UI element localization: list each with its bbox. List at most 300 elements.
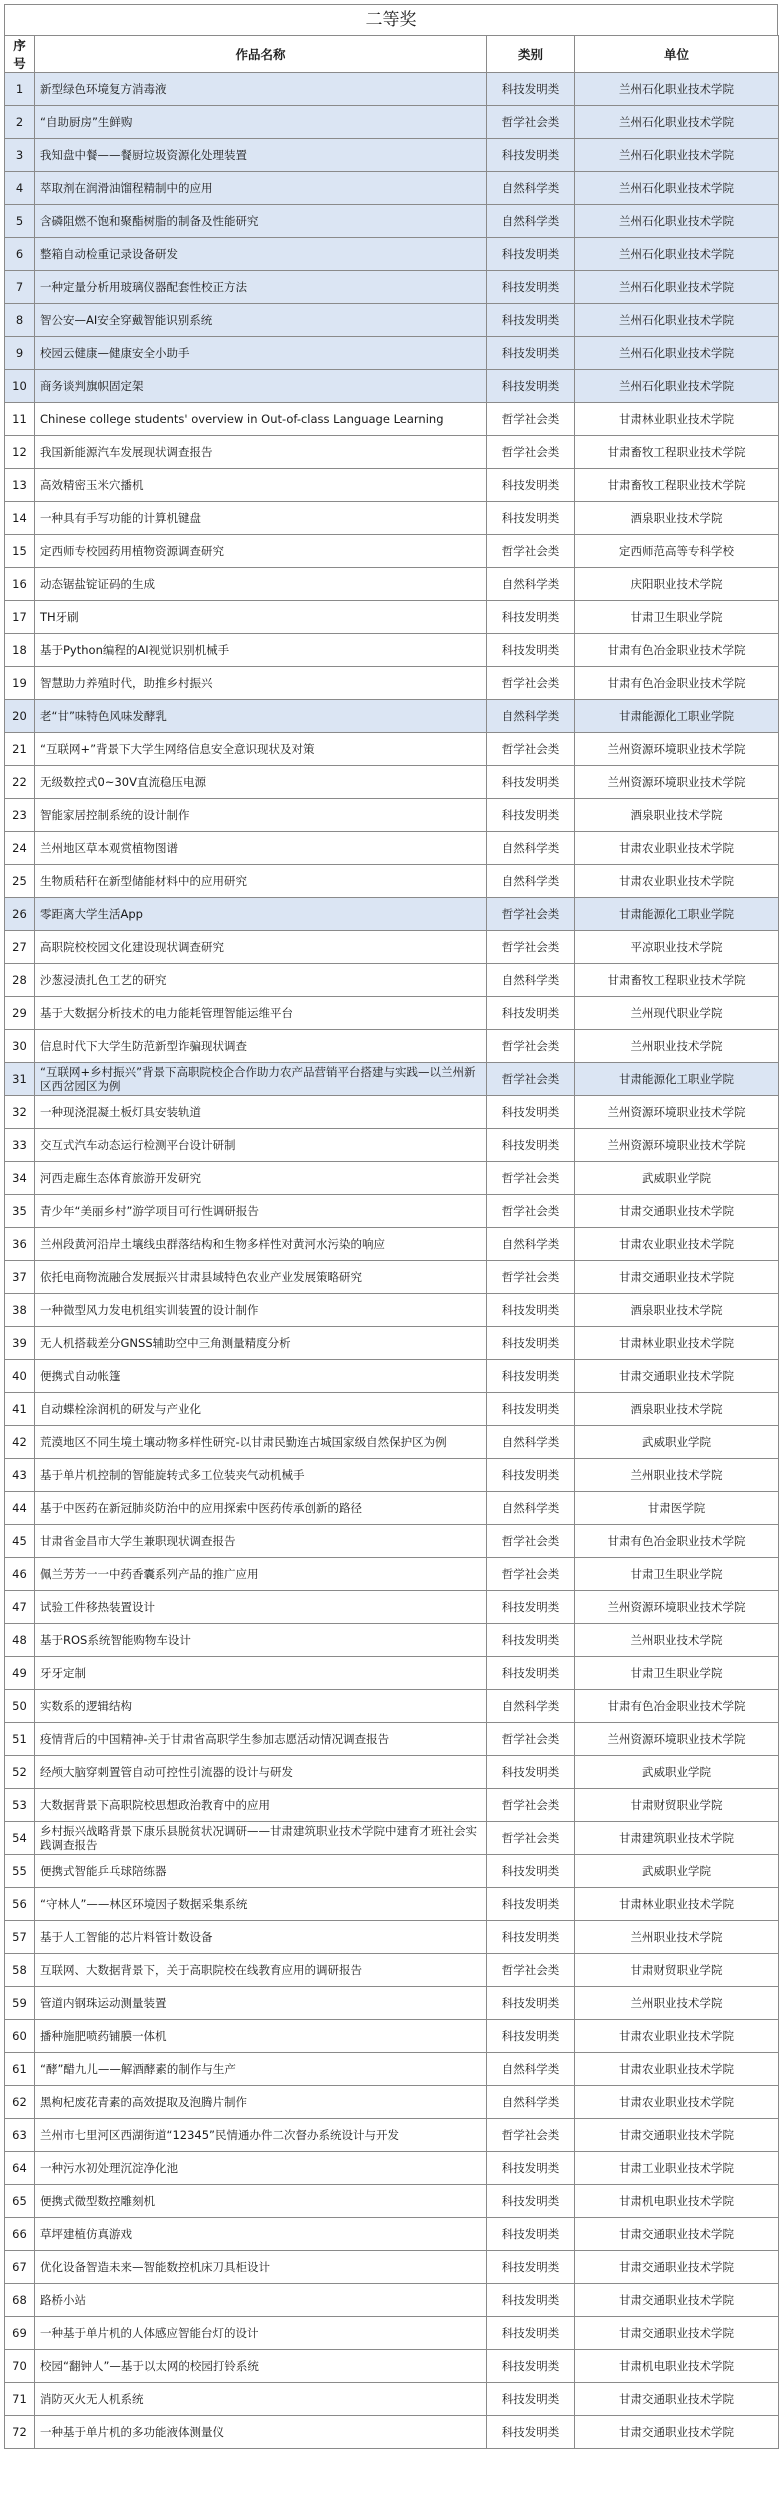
work-name-cell: 沙葱浸渍扎色工艺的研究 — [35, 964, 487, 997]
table-row — [5, 766, 779, 799]
category-cell: 自然科学类 — [487, 205, 575, 238]
table-row — [5, 2020, 779, 2053]
row-number-cell: 65 — [5, 2185, 35, 2218]
table-row — [5, 469, 779, 502]
category-cell: 哲学社会类 — [487, 931, 575, 964]
table-row — [5, 2383, 779, 2416]
table-row — [5, 1063, 779, 1096]
unit-cell: 甘肃畜牧工程职业技术学院 — [575, 469, 779, 502]
category-cell: 科技发明类 — [487, 469, 575, 502]
row-number-cell: 17 — [5, 601, 35, 634]
table-row — [5, 1030, 779, 1063]
table-row — [5, 1690, 779, 1723]
category-cell: 科技发明类 — [487, 139, 575, 172]
table-row — [5, 1360, 779, 1393]
table-row — [5, 1228, 779, 1261]
work-name-cell: 基于人工智能的芯片料管计数设备 — [35, 1921, 487, 1954]
category-cell: 科技发明类 — [487, 799, 575, 832]
unit-cell: 兰州石化职业技术学院 — [575, 304, 779, 337]
work-name-cell: 基于中医药在新冠肺炎防治中的应用探索中医药传承创新的路径 — [35, 1492, 487, 1525]
sheet-title: 二等奖 — [4, 4, 778, 35]
row-number-cell: 9 — [5, 337, 35, 370]
row-number-cell: 26 — [5, 898, 35, 931]
row-number-cell: 69 — [5, 2317, 35, 2350]
table-row — [5, 700, 779, 733]
work-name-cell: 一种基于单片机的人体感应智能台灯的设计 — [35, 2317, 487, 2350]
row-number-cell: 44 — [5, 1492, 35, 1525]
row-number-cell: 50 — [5, 1690, 35, 1723]
work-name-cell: 草坪建植仿真游戏 — [35, 2218, 487, 2251]
category-cell: 科技发明类 — [487, 1360, 575, 1393]
category-cell: 科技发明类 — [487, 238, 575, 271]
category-cell: 科技发明类 — [487, 997, 575, 1030]
unit-cell: 甘肃农业职业技术学院 — [575, 2053, 779, 2086]
table-row — [5, 1855, 779, 1888]
work-name-cell: 河西走廊生态体育旅游开发研究 — [35, 1162, 487, 1195]
table-row — [5, 370, 779, 403]
work-name-cell: 便携式自动帐篷 — [35, 1360, 487, 1393]
table-row — [5, 337, 779, 370]
work-name-cell: “酵”醋九儿——解酒酵素的制作与生产 — [35, 2053, 487, 2086]
category-cell: 哲学社会类 — [487, 1195, 575, 1228]
work-name-cell: 我国新能源汽车发展现状调查报告 — [35, 436, 487, 469]
category-cell: 哲学社会类 — [487, 436, 575, 469]
row-number-cell: 66 — [5, 2218, 35, 2251]
work-name-cell: 兰州地区草本观赏植物图谱 — [35, 832, 487, 865]
category-cell: 科技发明类 — [487, 2218, 575, 2251]
row-number-cell: 14 — [5, 502, 35, 535]
table-row — [5, 172, 779, 205]
category-cell: 自然科学类 — [487, 172, 575, 205]
row-number-cell: 46 — [5, 1558, 35, 1591]
work-name-cell: 新型绿色环境复方消毒液 — [35, 73, 487, 106]
category-cell: 科技发明类 — [487, 337, 575, 370]
category-cell: 哲学社会类 — [487, 1954, 575, 1987]
category-cell: 哲学社会类 — [487, 106, 575, 139]
table-row — [5, 733, 779, 766]
category-cell: 科技发明类 — [487, 2251, 575, 2284]
work-name-cell: 优化设备智造未来—智能数控机床刀具柜设计 — [35, 2251, 487, 2284]
unit-cell: 兰州职业技术学院 — [575, 1624, 779, 1657]
work-name-cell: 经颅大脑穿刺置管自动可控性引流器的设计与研发 — [35, 1756, 487, 1789]
table-row — [5, 1426, 779, 1459]
work-name-cell: Chinese college students' overview in Out-of-class Language Learning — [35, 403, 487, 436]
unit-cell: 兰州石化职业技术学院 — [575, 238, 779, 271]
row-number-cell: 11 — [5, 403, 35, 436]
row-number-cell: 3 — [5, 139, 35, 172]
table-row — [5, 1195, 779, 1228]
work-name-cell: 青少年“美丽乡村”游学项目可行性调研报告 — [35, 1195, 487, 1228]
row-number-cell: 62 — [5, 2086, 35, 2119]
table-row — [5, 1657, 779, 1690]
category-cell: 科技发明类 — [487, 766, 575, 799]
category-cell: 科技发明类 — [487, 2416, 575, 2449]
table-row — [5, 1723, 779, 1756]
category-cell: 哲学社会类 — [487, 1558, 575, 1591]
work-name-cell: 零距离大学生活App — [35, 898, 487, 931]
unit-cell: 兰州职业技术学院 — [575, 1921, 779, 1954]
work-name-cell: 交互式汽车动态运行检测平台设计研制 — [35, 1129, 487, 1162]
work-name-cell: 智能家居控制系统的设计制作 — [35, 799, 487, 832]
unit-cell: 兰州职业技术学院 — [575, 1030, 779, 1063]
category-cell: 哲学社会类 — [487, 1822, 575, 1855]
work-name-cell: 智公安—AI安全穿戴智能识别系统 — [35, 304, 487, 337]
row-number-cell: 58 — [5, 1954, 35, 1987]
row-number-cell: 16 — [5, 568, 35, 601]
table-row — [5, 2218, 779, 2251]
unit-cell: 甘肃有色冶金职业技术学院 — [575, 667, 779, 700]
work-name-cell: 自动蝶栓涂润机的研发与产业化 — [35, 1393, 487, 1426]
unit-cell: 甘肃交通职业技术学院 — [575, 2119, 779, 2152]
work-name-cell: 试验工件移热装置设计 — [35, 1591, 487, 1624]
work-name-cell: 甘肃省金昌市大学生兼职现状调查报告 — [35, 1525, 487, 1558]
work-name-cell: 牙牙定制 — [35, 1657, 487, 1690]
work-name-cell: 疫情背后的中国精神-关于甘肃省高职学生参加志愿活动情况调查报告 — [35, 1723, 487, 1756]
table-row — [5, 667, 779, 700]
table-row — [5, 304, 779, 337]
table-row — [5, 2251, 779, 2284]
category-cell: 自然科学类 — [487, 2086, 575, 2119]
unit-cell: 酒泉职业技术学院 — [575, 1294, 779, 1327]
category-cell: 科技发明类 — [487, 370, 575, 403]
row-number-cell: 61 — [5, 2053, 35, 2086]
unit-cell: 甘肃建筑职业技术学院 — [575, 1822, 779, 1855]
category-cell: 科技发明类 — [487, 1129, 575, 1162]
category-cell: 科技发明类 — [487, 271, 575, 304]
row-number-cell: 6 — [5, 238, 35, 271]
work-name-cell: 消防灭火无人机系统 — [35, 2383, 487, 2416]
table-row — [5, 1459, 779, 1492]
unit-cell: 武威职业学院 — [575, 1855, 779, 1888]
work-name-cell: 含磷阻燃不饱和聚酯树脂的制备及性能研究 — [35, 205, 487, 238]
unit-cell: 兰州石化职业技术学院 — [575, 271, 779, 304]
row-number-cell: 24 — [5, 832, 35, 865]
work-name-cell: 一种具有手写功能的计算机键盘 — [35, 502, 487, 535]
work-name-cell: 佩兰芳芳一一中药香囊系列产品的推广应用 — [35, 1558, 487, 1591]
table-row — [5, 1294, 779, 1327]
category-cell: 科技发明类 — [487, 1987, 575, 2020]
table-row — [5, 1921, 779, 1954]
table-row — [5, 1756, 779, 1789]
unit-cell: 兰州职业技术学院 — [575, 1987, 779, 2020]
category-cell: 哲学社会类 — [487, 1789, 575, 1822]
unit-cell: 甘肃林业职业技术学院 — [575, 403, 779, 436]
table-row — [5, 1327, 779, 1360]
unit-cell: 甘肃工业职业技术学院 — [575, 2152, 779, 2185]
table-row — [5, 436, 779, 469]
category-cell: 哲学社会类 — [487, 1525, 575, 1558]
row-number-cell: 2 — [5, 106, 35, 139]
table-row — [5, 931, 779, 964]
unit-cell: 兰州石化职业技术学院 — [575, 370, 779, 403]
unit-cell: 兰州石化职业技术学院 — [575, 106, 779, 139]
work-name-cell: 兰州段黄河沿岸土壤线虫群落结构和生物多样性对黄河水污染的响应 — [35, 1228, 487, 1261]
work-name-cell: 信息时代下大学生防范新型诈骗现状调查 — [35, 1030, 487, 1063]
category-cell: 哲学社会类 — [487, 403, 575, 436]
work-name-cell: TH牙刷 — [35, 601, 487, 634]
table-row — [5, 1525, 779, 1558]
row-number-cell: 1 — [5, 73, 35, 106]
category-cell: 哲学社会类 — [487, 1030, 575, 1063]
unit-cell: 甘肃畜牧工程职业技术学院 — [575, 436, 779, 469]
unit-cell: 甘肃畜牧工程职业技术学院 — [575, 964, 779, 997]
unit-cell: 酒泉职业技术学院 — [575, 1393, 779, 1426]
category-cell: 科技发明类 — [487, 2284, 575, 2317]
unit-cell: 甘肃交通职业技术学院 — [575, 2416, 779, 2449]
table-row — [5, 634, 779, 667]
work-name-cell: 一种定量分析用玻璃仪器配套性校正方法 — [35, 271, 487, 304]
work-name-cell: 乡村振兴战略背景下康乐县脱贫状况调研——甘肃建筑职业技术学院中建育才班社会实践调查报告 — [35, 1822, 487, 1855]
unit-cell: 兰州资源环境职业技术学院 — [575, 766, 779, 799]
work-name-cell: 黑枸杞废花青素的高效提取及泡腾片制作 — [35, 2086, 487, 2119]
unit-cell: 兰州现代职业学院 — [575, 997, 779, 1030]
row-number-cell: 53 — [5, 1789, 35, 1822]
category-cell: 哲学社会类 — [487, 2119, 575, 2152]
category-cell: 科技发明类 — [487, 1393, 575, 1426]
row-number-cell: 35 — [5, 1195, 35, 1228]
category-cell: 自然科学类 — [487, 568, 575, 601]
table-row — [5, 502, 779, 535]
work-name-cell: 无人机搭载差分GNSS辅助空中三角测量精度分析 — [35, 1327, 487, 1360]
unit-cell: 甘肃财贸职业学院 — [575, 1954, 779, 1987]
table-row — [5, 1261, 779, 1294]
work-name-cell: “自助厨房”生鲜购 — [35, 106, 487, 139]
row-number-cell: 23 — [5, 799, 35, 832]
category-cell: 科技发明类 — [487, 2020, 575, 2053]
category-cell: 自然科学类 — [487, 2053, 575, 2086]
table-row — [5, 73, 779, 106]
table-row — [5, 799, 779, 832]
row-number-cell: 20 — [5, 700, 35, 733]
row-number-cell: 72 — [5, 2416, 35, 2449]
table-row — [5, 1591, 779, 1624]
table-row — [5, 2152, 779, 2185]
unit-cell: 武威职业学院 — [575, 1756, 779, 1789]
row-number-cell: 34 — [5, 1162, 35, 1195]
unit-cell: 甘肃交通职业技术学院 — [575, 2383, 779, 2416]
header-name: 作品名称 — [35, 36, 487, 73]
unit-cell: 兰州石化职业技术学院 — [575, 205, 779, 238]
category-cell: 科技发明类 — [487, 1459, 575, 1492]
work-name-cell: 荒漠地区不同生境土壤动物多样性研究-以甘肃民勤连古城国家级自然保护区为例 — [35, 1426, 487, 1459]
work-name-cell: 基于大数据分析技术的电力能耗管理智能运维平台 — [35, 997, 487, 1030]
row-number-cell: 51 — [5, 1723, 35, 1756]
unit-cell: 甘肃交通职业技术学院 — [575, 1360, 779, 1393]
category-cell: 自然科学类 — [487, 1426, 575, 1459]
category-cell: 自然科学类 — [487, 1690, 575, 1723]
table-row — [5, 2086, 779, 2119]
unit-cell: 平凉职业技术学院 — [575, 931, 779, 964]
work-name-cell: 大数据背景下高职院校思想政治教育中的应用 — [35, 1789, 487, 1822]
table-row — [5, 832, 779, 865]
header-no: 序号 — [5, 36, 35, 73]
unit-cell: 甘肃农业职业技术学院 — [575, 865, 779, 898]
table-row — [5, 568, 779, 601]
unit-cell: 兰州石化职业技术学院 — [575, 73, 779, 106]
category-cell: 科技发明类 — [487, 502, 575, 535]
work-name-cell: “守林人”——林区环境因子数据采集系统 — [35, 1888, 487, 1921]
table-row — [5, 2119, 779, 2152]
category-cell: 科技发明类 — [487, 2317, 575, 2350]
unit-cell: 兰州资源环境职业技术学院 — [575, 1129, 779, 1162]
category-cell: 科技发明类 — [487, 2350, 575, 2383]
category-cell: 哲学社会类 — [487, 1162, 575, 1195]
category-cell: 科技发明类 — [487, 1921, 575, 1954]
unit-cell: 甘肃机电职业技术学院 — [575, 2185, 779, 2218]
unit-cell: 甘肃卫生职业学院 — [575, 601, 779, 634]
unit-cell: 兰州石化职业技术学院 — [575, 172, 779, 205]
award-sheet — [4, 4, 778, 2449]
category-cell: 哲学社会类 — [487, 1723, 575, 1756]
row-number-cell: 40 — [5, 1360, 35, 1393]
work-name-cell: “互联网+”背景下大学生网络信息安全意识现状及对策 — [35, 733, 487, 766]
work-name-cell: 一种基于单片机的多功能液体测量仪 — [35, 2416, 487, 2449]
unit-cell: 甘肃林业职业技术学院 — [575, 1327, 779, 1360]
row-number-cell: 30 — [5, 1030, 35, 1063]
category-cell: 科技发明类 — [487, 304, 575, 337]
work-name-cell: 依托电商物流融合发展振兴甘肃县域特色农业产业发展策略研究 — [35, 1261, 487, 1294]
category-cell: 科技发明类 — [487, 1657, 575, 1690]
category-cell: 科技发明类 — [487, 634, 575, 667]
unit-cell: 甘肃交通职业技术学院 — [575, 2218, 779, 2251]
unit-cell: 甘肃有色冶金职业技术学院 — [575, 1690, 779, 1723]
work-name-cell: 路桥小站 — [35, 2284, 487, 2317]
category-cell: 科技发明类 — [487, 1888, 575, 1921]
row-number-cell: 41 — [5, 1393, 35, 1426]
award-table — [4, 35, 779, 2449]
table-row — [5, 964, 779, 997]
row-number-cell: 54 — [5, 1822, 35, 1855]
work-name-cell: 我知盘中餐——餐厨垃圾资源化处理装置 — [35, 139, 487, 172]
category-cell: 自然科学类 — [487, 865, 575, 898]
row-number-cell: 48 — [5, 1624, 35, 1657]
unit-cell: 甘肃林业职业技术学院 — [575, 1888, 779, 1921]
unit-cell: 甘肃医学院 — [575, 1492, 779, 1525]
work-name-cell: 基于单片机控制的智能旋转式多工位装夹气动机械手 — [35, 1459, 487, 1492]
table-row — [5, 2053, 779, 2086]
unit-cell: 兰州职业技术学院 — [575, 1459, 779, 1492]
unit-cell: 甘肃农业职业技术学院 — [575, 832, 779, 865]
category-cell: 科技发明类 — [487, 1756, 575, 1789]
header-unit: 单位 — [575, 36, 779, 73]
table-row — [5, 403, 779, 436]
row-number-cell: 52 — [5, 1756, 35, 1789]
table-row — [5, 1129, 779, 1162]
work-name-cell: 定西师专校园药用植物资源调查研究 — [35, 535, 487, 568]
work-name-cell: 互联网、大数据背景下，关于高职院校在线教育应用的调研报告 — [35, 1954, 487, 1987]
row-number-cell: 28 — [5, 964, 35, 997]
row-number-cell: 7 — [5, 271, 35, 304]
unit-cell: 甘肃交通职业技术学院 — [575, 2284, 779, 2317]
work-name-cell: 基于Python编程的AI视觉识别机械手 — [35, 634, 487, 667]
unit-cell: 兰州石化职业技术学院 — [575, 139, 779, 172]
unit-cell: 甘肃交通职业技术学院 — [575, 1261, 779, 1294]
table-row — [5, 271, 779, 304]
table-row — [5, 238, 779, 271]
table-row — [5, 2416, 779, 2449]
row-number-cell: 25 — [5, 865, 35, 898]
row-number-cell: 60 — [5, 2020, 35, 2053]
work-name-cell: 播种施肥喷药铺膜一体机 — [35, 2020, 487, 2053]
work-name-cell: 无级数控式0~30V直流稳压电源 — [35, 766, 487, 799]
work-name-cell: 生物质秸秆在新型储能材料中的应用研究 — [35, 865, 487, 898]
header-row — [5, 36, 779, 73]
work-name-cell: 高职院校校园文化建设现状调查研究 — [35, 931, 487, 964]
row-number-cell: 37 — [5, 1261, 35, 1294]
unit-cell: 甘肃机电职业技术学院 — [575, 2350, 779, 2383]
unit-cell: 甘肃卫生职业学院 — [575, 1657, 779, 1690]
row-number-cell: 29 — [5, 997, 35, 1030]
row-number-cell: 63 — [5, 2119, 35, 2152]
category-cell: 科技发明类 — [487, 2185, 575, 2218]
row-number-cell: 19 — [5, 667, 35, 700]
table-row — [5, 1096, 779, 1129]
row-number-cell: 55 — [5, 1855, 35, 1888]
category-cell: 科技发明类 — [487, 1591, 575, 1624]
unit-cell: 甘肃农业职业技术学院 — [575, 2086, 779, 2119]
row-number-cell: 4 — [5, 172, 35, 205]
row-number-cell: 45 — [5, 1525, 35, 1558]
category-cell: 哲学社会类 — [487, 667, 575, 700]
unit-cell: 甘肃卫生职业学院 — [575, 1558, 779, 1591]
table-row — [5, 1162, 779, 1195]
category-cell: 科技发明类 — [487, 1096, 575, 1129]
category-cell: 自然科学类 — [487, 1228, 575, 1261]
row-number-cell: 57 — [5, 1921, 35, 1954]
row-number-cell: 59 — [5, 1987, 35, 2020]
category-cell: 科技发明类 — [487, 601, 575, 634]
table-row — [5, 865, 779, 898]
table-row — [5, 1888, 779, 1921]
category-cell: 哲学社会类 — [487, 1261, 575, 1294]
row-number-cell: 49 — [5, 1657, 35, 1690]
category-cell: 科技发明类 — [487, 1294, 575, 1327]
row-number-cell: 18 — [5, 634, 35, 667]
category-cell: 科技发明类 — [487, 1855, 575, 1888]
category-cell: 哲学社会类 — [487, 898, 575, 931]
row-number-cell: 39 — [5, 1327, 35, 1360]
work-name-cell: 萃取剂在润滑油馏程精制中的应用 — [35, 172, 487, 205]
row-number-cell: 43 — [5, 1459, 35, 1492]
unit-cell: 甘肃农业职业技术学院 — [575, 1228, 779, 1261]
work-name-cell: 实数系的逻辑结构 — [35, 1690, 487, 1723]
unit-cell: 庆阳职业技术学院 — [575, 568, 779, 601]
row-number-cell: 8 — [5, 304, 35, 337]
row-number-cell: 10 — [5, 370, 35, 403]
table-row — [5, 2284, 779, 2317]
table-row — [5, 997, 779, 1030]
work-name-cell: 兰州市七里河区西湖街道“12345”民情通办件二次督办系统设计与开发 — [35, 2119, 487, 2152]
unit-cell: 甘肃能源化工职业学院 — [575, 700, 779, 733]
table-row — [5, 1558, 779, 1591]
header-category: 类别 — [487, 36, 575, 73]
work-name-cell: 老“甘”味特色风味发酵乳 — [35, 700, 487, 733]
category-cell: 自然科学类 — [487, 964, 575, 997]
work-name-cell: 高效精密玉米穴播机 — [35, 469, 487, 502]
row-number-cell: 32 — [5, 1096, 35, 1129]
unit-cell: 甘肃财贸职业学院 — [575, 1789, 779, 1822]
unit-cell: 武威职业学院 — [575, 1162, 779, 1195]
category-cell: 哲学社会类 — [487, 535, 575, 568]
unit-cell: 兰州石化职业技术学院 — [575, 337, 779, 370]
row-number-cell: 67 — [5, 2251, 35, 2284]
work-name-cell: 整箱自动检重记录设备研发 — [35, 238, 487, 271]
table-row — [5, 2350, 779, 2383]
category-cell: 科技发明类 — [487, 73, 575, 106]
table-row — [5, 2185, 779, 2218]
category-cell: 科技发明类 — [487, 2383, 575, 2416]
unit-cell: 兰州资源环境职业技术学院 — [575, 1591, 779, 1624]
